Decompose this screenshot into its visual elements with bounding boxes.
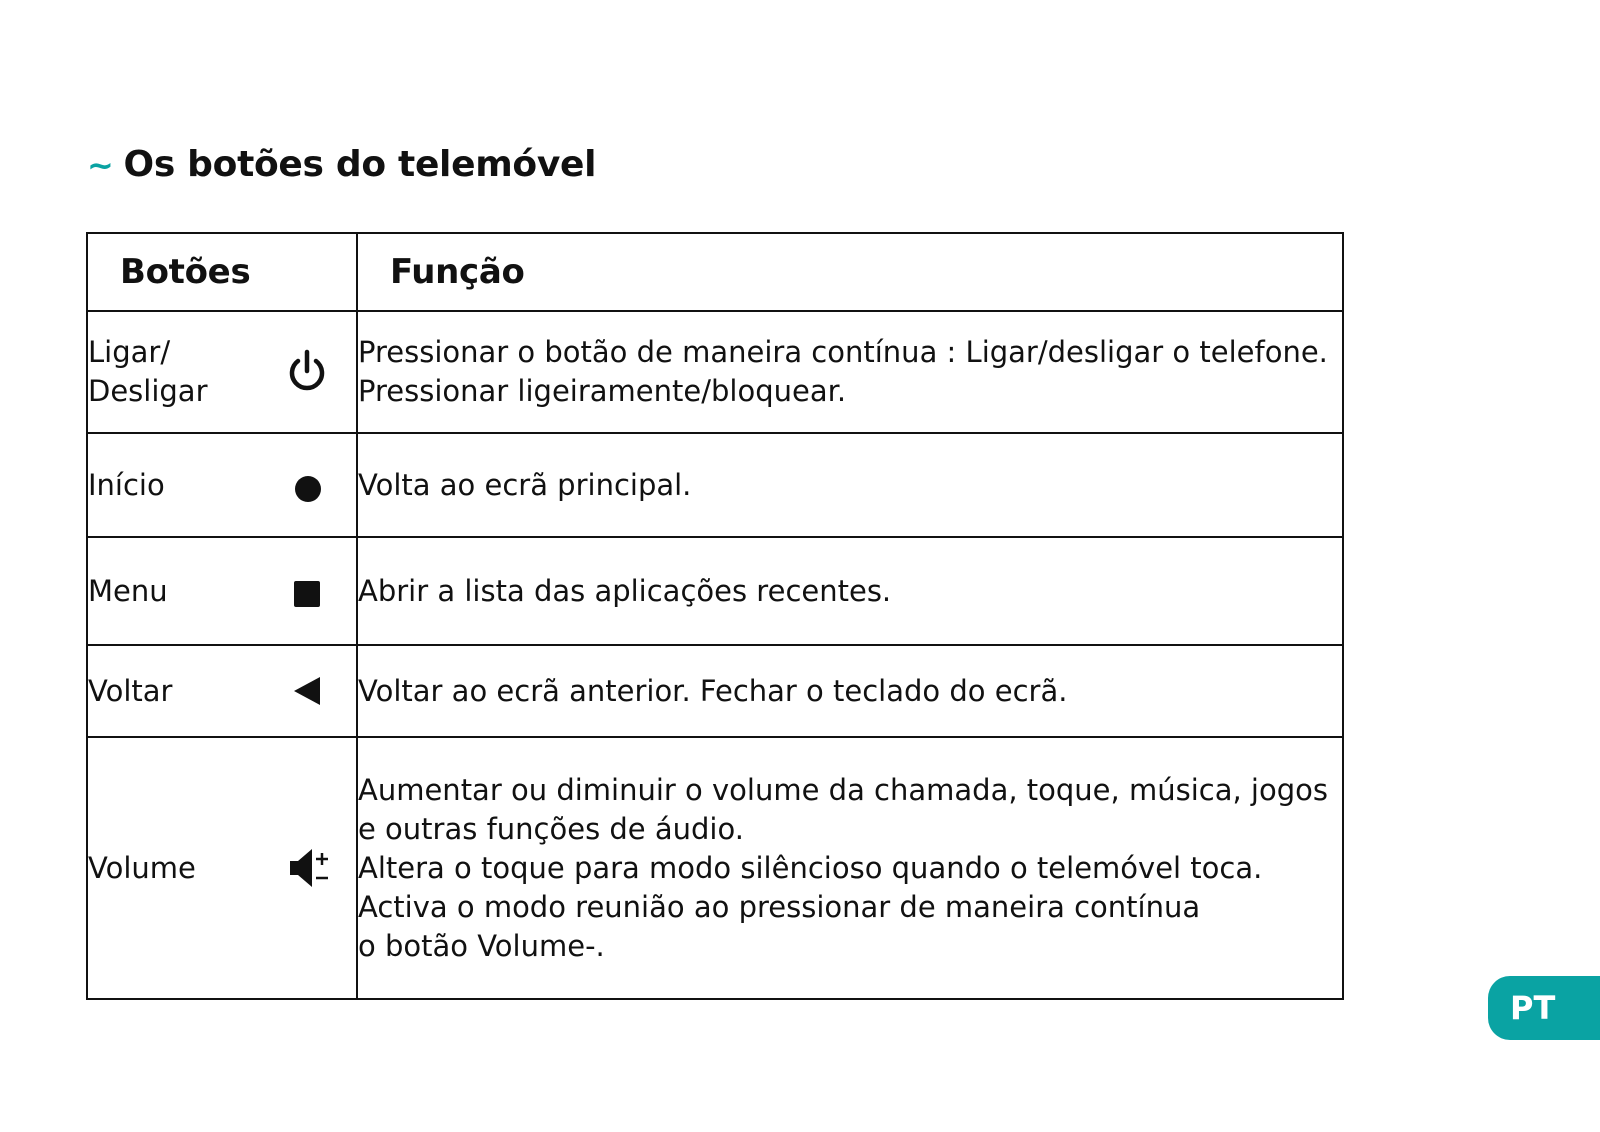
description-cell: [357, 433, 1343, 537]
button-label-line: Voltar: [88, 673, 173, 708]
table-row: [87, 645, 1343, 737]
button-cell-menu: [87, 537, 357, 645]
description-line: Aumentar ou diminuir o volume da chamada, toque, música, jogos: [358, 772, 1328, 807]
home-circle-icon: [294, 475, 322, 503]
header-buttons: Botões: [87, 233, 357, 311]
power-icon: [286, 349, 328, 395]
description-line: Pressionar ligeiramente/bloquear.: [358, 374, 847, 408]
table-row: [87, 433, 1343, 537]
description-cell: [357, 645, 1343, 737]
page-title: Os botões do telemóvel: [123, 144, 597, 185]
description-line: Altera o toque para modo silêncioso quando o telemóvel toca.: [358, 850, 1263, 885]
description-line: Pressionar o botão de maneira contínua : Ligar/desligar o telefone.: [358, 335, 1328, 369]
table-header-row: [87, 233, 1343, 311]
button-cell-home: [87, 433, 357, 537]
menu-square-icon: [294, 581, 320, 607]
description-cell: [357, 311, 1343, 433]
button-cell-volume: [87, 737, 357, 999]
table-row: [87, 537, 1343, 645]
buttons-table: [86, 232, 1344, 1000]
table-row: [87, 737, 1343, 999]
description-cell: [357, 737, 1343, 999]
description-line: Activa o modo reunião ao pressionar de maneira contínua: [358, 889, 1201, 924]
header-function: Função: [357, 233, 1343, 311]
button-label-line: Volume: [88, 850, 196, 885]
heading-tilde: ~: [87, 145, 114, 184]
description-line: o botão Volume-.: [358, 928, 605, 963]
table-row: [87, 311, 1343, 433]
button-cell-power: [87, 311, 357, 433]
description-line: Voltar ao ecrã anterior. Fechar o teclado do ecrã.: [358, 673, 1068, 708]
button-label-line: Menu: [88, 573, 168, 608]
description-cell: [357, 537, 1343, 645]
volume-plus-minus-icon: [288, 847, 332, 889]
description-line: Volta ao ecrã principal.: [358, 467, 692, 502]
page-heading: [87, 144, 596, 185]
button-label-line: Ligar/: [88, 335, 171, 369]
button-label-line: Início: [88, 467, 165, 502]
description-line: e outras funções de áudio.: [358, 811, 744, 846]
button-cell-back: [87, 645, 357, 737]
language-badge: PT: [1488, 976, 1600, 1040]
button-label-line: Desligar: [88, 374, 208, 408]
description-line: Abrir a lista das aplicações recentes.: [358, 573, 892, 608]
back-triangle-icon: [294, 676, 322, 706]
